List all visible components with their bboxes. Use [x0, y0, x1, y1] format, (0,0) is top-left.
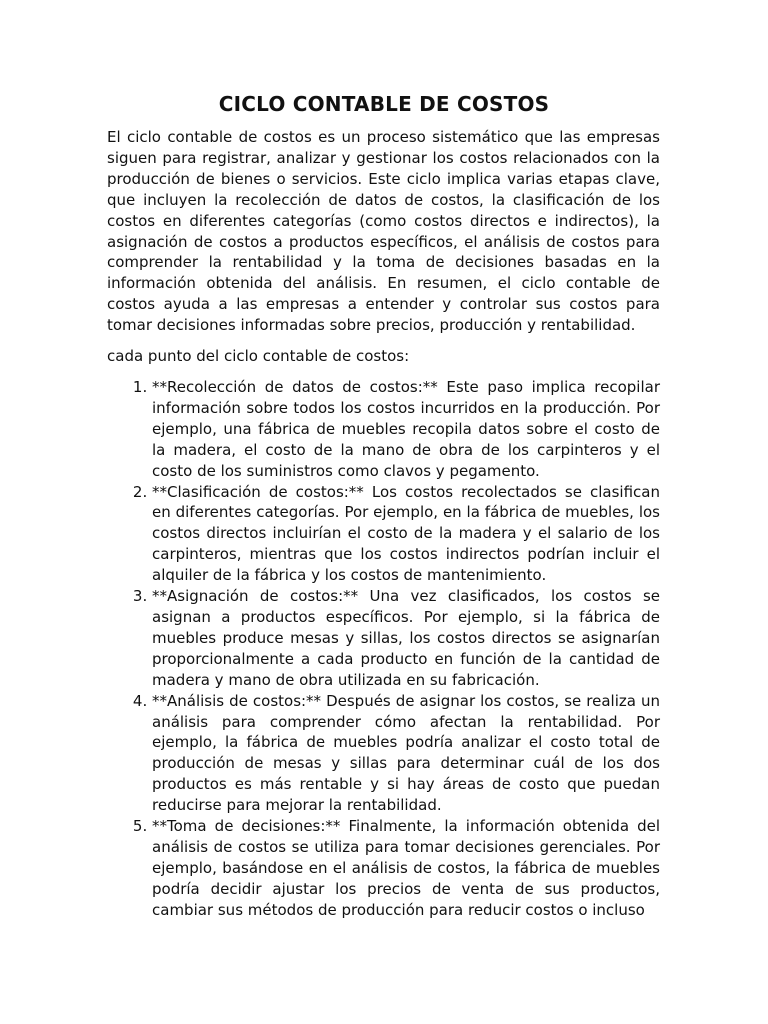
- steps-list: [107, 377, 660, 921]
- list-item: 2. **Clasificación de costos:** Los costos recolectados se clasifican en diferentes categorías. Por ejemplo, en la fábrica de muebles, los costos directos incluirían el costo de la madera y el salario de los carpinteros, mientras que los costos indirectos podrían incluir el alquiler de la fábrica y los costos de mantenimiento.: [152, 482, 660, 587]
- intro-paragraph: El ciclo contable de costos es un proceso sistemático que las empresas siguen para registrar, analizar y gestionar los costos relacionados con la producción de bienes o servicios. Este ciclo implica varias etapas clave, que incluyen la recolección de datos de costos, la clasificación de los costos en diferentes categorías (como costos directos e indirectos), la asignación de costos a productos específicos, el análisis de costos para comprender la rentabilidad y la toma de decisiones basadas en la información obtenida del análisis. En resumen, el ciclo contable de costos ayuda a las empresas a entender y controlar sus costos para tomar decisiones informadas sobre precios, producción y rentabilidad.: [107, 128, 660, 335]
- list-item: 1. **Recolección de datos de costos:** Este paso implica recopilar información sobre todos los costos incurridos en la producción. Por ejemplo, una fábrica de muebles recopila datos sobre el costo de la madera, el costo de la mano de obra de los carpinteros y el costo de los suministros como clavos y pegamento.: [152, 377, 660, 482]
- list-item: 5. **Toma de decisiones:** Finalmente, la información obtenida del análisis de costos se utiliza para tomar decisiones gerenciales. Por ejemplo, basándose en el análisis de costos, la fábrica de muebles podría decidir ajustar los precios de venta de sus productos, cambiar sus métodos de producción para reducir costos o incluso: [152, 816, 660, 921]
- list-item: 3. **Asignación de costos:** Una vez clasificados, los costos se asignan a productos específicos. Por ejemplo, si la fábrica de muebles produce mesas y sillas, los costos directos se asignarían proporcionalmente a cada producto en función de la cantidad de madera y mano de obra utilizada en su fabricación.: [152, 586, 660, 691]
- document-title: CICLO CONTABLE DE COSTOS: [218, 92, 550, 116]
- lead-paragraph: cada punto del ciclo contable de costos:: [107, 347, 410, 365]
- list-item: 4. **Análisis de costos:** Después de asignar los costos, se realiza un análisis para comprender cómo afectan la rentabilidad. Por ejemplo, la fábrica de muebles podría analizar el costo total de producción de mesas y sillas para determinar cuál de los dos productos es más rentable y si hay áreas de costo que puedan reducirse para mejorar la rentabilidad.: [152, 691, 660, 816]
